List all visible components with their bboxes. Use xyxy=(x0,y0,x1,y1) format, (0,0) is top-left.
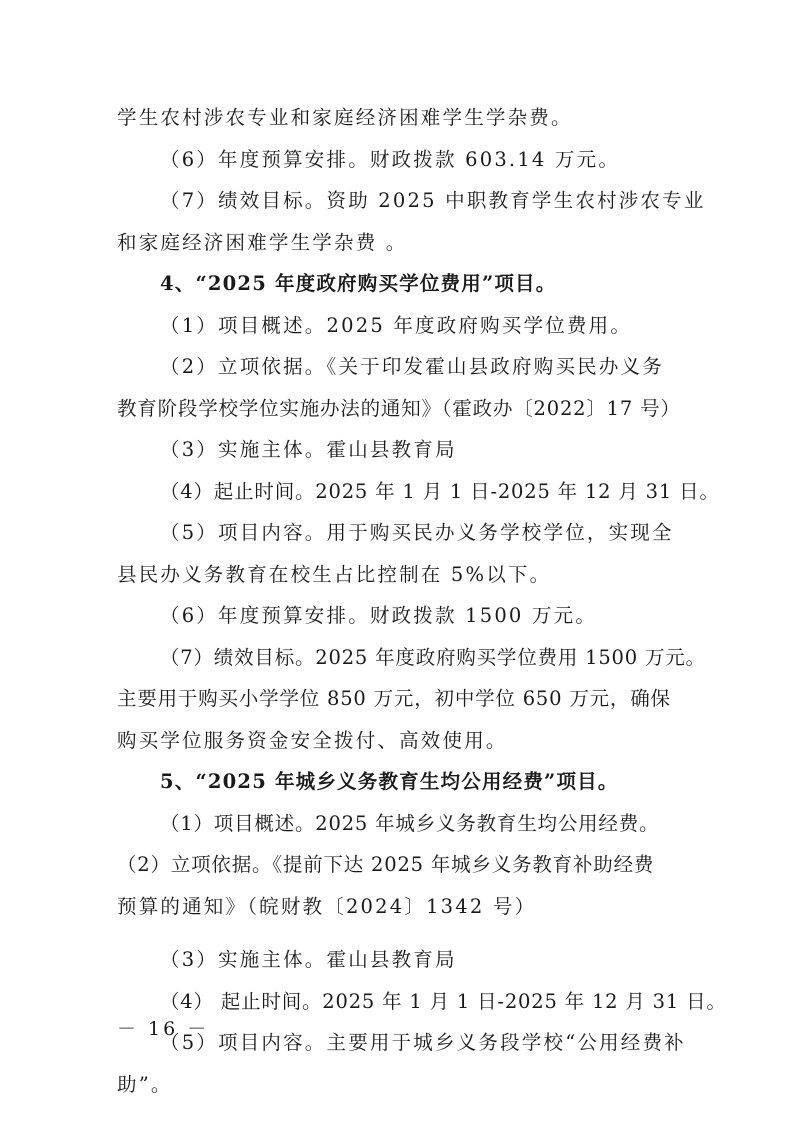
paragraph-line: 县民办义务教育在校生占比控制在 5%以下。 xyxy=(117,562,552,586)
paragraph-line: 购买学位服务资金安全拨付、高效使用。 xyxy=(117,728,508,752)
section-heading: 4、“2025 年度政府购买学位费用”项目。 xyxy=(160,272,557,295)
paragraph-line: （2）立项依据。《提前下达 2025 年城乡义务教育补助经费 xyxy=(117,853,655,876)
paragraph-line: 助”。 xyxy=(117,1072,173,1096)
paragraph-line: （3）实施主体。霍山县教育局 xyxy=(160,438,457,461)
paragraph-line: （3）实施主体。霍山县教育局 xyxy=(160,948,457,971)
paragraph-line: 预算的通知》（皖财教〔2024〕1342 号） xyxy=(117,894,537,918)
paragraph-line: 主要用于购买小学学位 850 万元，初中学位 650 万元，确保 xyxy=(117,687,671,710)
page-number: － 16 － xyxy=(117,1018,210,1040)
paragraph-line: （4） 起止时间。2025 年 1 月 1 日-2025 年 12 月 31 日。 xyxy=(160,989,727,1013)
paragraph-line: （1）项目概述。2025 年度政府购买学位费用。 xyxy=(160,313,633,337)
paragraph-line: （2）立项依据。《关于印发霍山县政府购买民办义务 xyxy=(160,355,664,378)
paragraph-line: （6）年度预算安排。财政拨款 1500 万元。 xyxy=(160,604,598,627)
section-heading: 5、“2025 年城乡义务教育生均公用经费”项目。 xyxy=(160,770,619,793)
paragraph-line: （7）绩效目标。资助 2025 中职教育学生农村涉农专业 xyxy=(160,189,706,212)
paragraph-line: 教育阶段学校学位实施办法的通知》（霍政办〔2022〕17 号） xyxy=(117,396,681,420)
paragraph-line: （5）项目内容。用于购买民办义务学校学位，实现全 xyxy=(160,521,674,544)
paragraph-line: 和家庭经济困难学生学杂费 。 xyxy=(117,230,408,254)
spacer xyxy=(117,927,677,939)
paragraph-line: 学生农村涉农专业和家庭经济困难学生学杂费。 xyxy=(117,106,573,129)
document-body xyxy=(117,97,727,1105)
paragraph-line: （6）年度预算安排。财政拨款 603.14 万元。 xyxy=(160,147,621,171)
paragraph-line: （5）项目内容。主要用于城乡义务段学校“公用经费补 xyxy=(160,1031,686,1054)
paragraph-line: （7）绩效目标。2025 年度政府购买学位费用 1500 万元。 xyxy=(160,645,706,669)
paragraph-line: （1）项目概述。2025 年城乡义务教育生均公用经费。 xyxy=(160,811,660,835)
paragraph-line: （4）起止时间。2025 年 1 月 1 日-2025 年 12 月 31 日。 xyxy=(160,479,720,503)
